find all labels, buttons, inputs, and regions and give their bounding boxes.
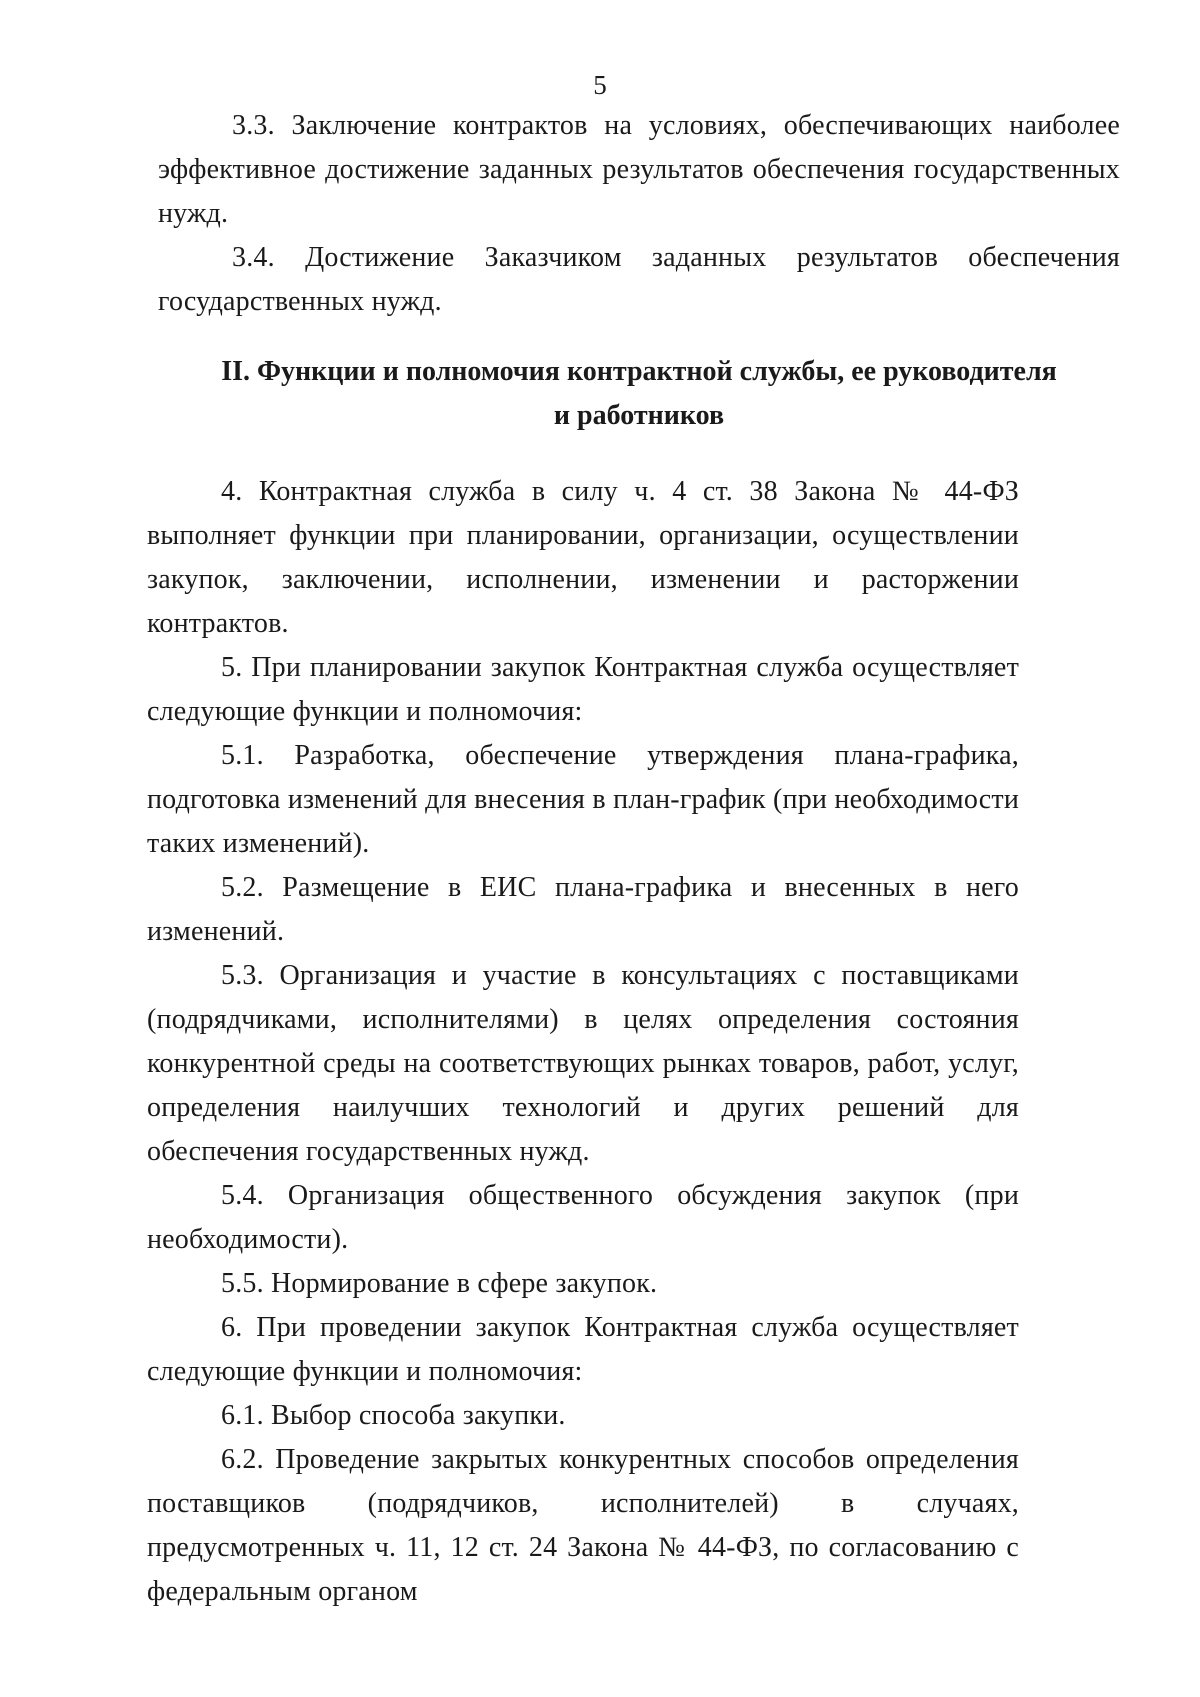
- paragraph-3-4: 3.4. Достижение Заказчиком заданных результатов обеспечения государственных нужд.: [158, 242, 1120, 317]
- top-paragraphs: [158, 104, 1120, 324]
- paragraph-6: 6. При проведении закупок Контрактная служба осуществляет следующие функции и полномочия:: [147, 1312, 1019, 1387]
- paragraph-5-1: 5.1. Разработка, обеспечение утверждения плана-графика, подготовка изменений для внесения в план-график (при необходимости таких изменений).: [147, 740, 1019, 859]
- paragraph-5: 5. При планировании закупок Контрактная служба осуществляет следующие функции и полномочия:: [147, 652, 1019, 727]
- section-heading-line-1: II. Функции и полномочия контрактной службы, ее руководителя: [221, 356, 1057, 387]
- section-heading-line-2: и работников: [553, 400, 725, 431]
- section-heading: [158, 350, 1120, 438]
- paragraph-3-3: 3.3. Заключение контрактов на условиях, обеспечивающих наиболее эффективное достижение заданных результатов обеспечения государственных нужд.: [158, 110, 1120, 229]
- paragraph-4: 4. Контрактная служба в силу ч. 4 ст. 38 Закона № 44-ФЗ выполняет функции при планировании, организации, осуществлении закупок, заключении, исполнении, изменении и расторжении контрактов.: [147, 476, 1019, 639]
- page-number: 5: [593, 70, 607, 100]
- paragraph-6-1: 6.1. Выбор способа закупки.: [221, 1400, 566, 1431]
- paragraph-5-3: 5.3. Организация и участие в консультациях с поставщиками (подрядчиками, исполнителями) в целях определения состояния конкурентной среды на соответствующих рынках товаров, работ, услуг, определения наилучших технологий и других решений для обеспечения государственных нужд.: [147, 960, 1019, 1167]
- paragraph-5-4: 5.4. Организация общественного обсуждения закупок (при необходимости).: [147, 1180, 1019, 1255]
- paragraph-5-5: 5.5. Нормирование в сфере закупок.: [221, 1268, 658, 1299]
- paragraph-6-2: 6.2. Проведение закрытых конкурентных способов определения поставщиков (подрядчиков, исполнителей) в случаях, предусмотренных ч. 11, 12 ст. 24 Закона № 44-ФЗ, по согласованию с федеральным органом: [147, 1444, 1019, 1607]
- body-paragraphs: [147, 470, 1019, 1614]
- paragraph-5-2: 5.2. Размещение в ЕИС плана-графика и внесенных в него изменений.: [147, 872, 1019, 947]
